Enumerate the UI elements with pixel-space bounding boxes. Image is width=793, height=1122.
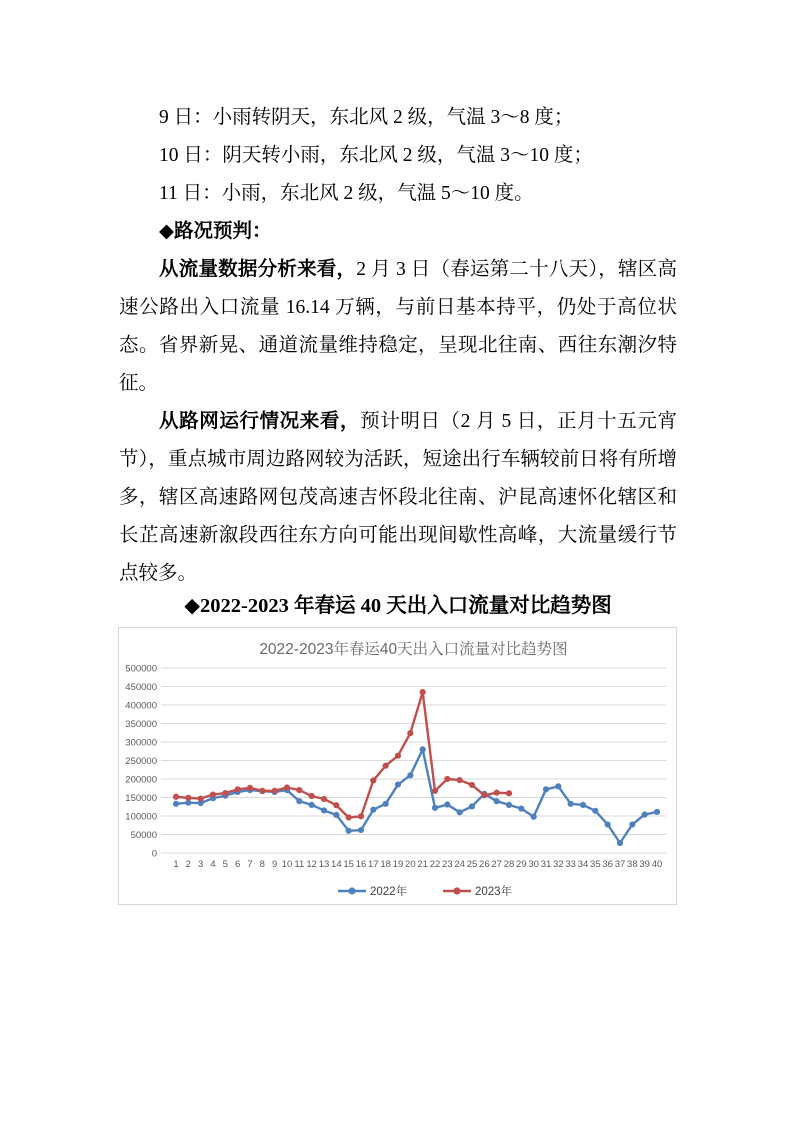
- svg-text:2022年: 2022年: [370, 886, 408, 898]
- svg-text:13: 13: [318, 859, 330, 870]
- svg-text:10: 10: [281, 859, 293, 870]
- trend-chart-container: [118, 627, 677, 905]
- svg-text:8: 8: [259, 859, 265, 870]
- svg-text:22: 22: [429, 859, 441, 870]
- svg-text:15: 15: [343, 859, 354, 870]
- svg-text:32: 32: [553, 859, 564, 870]
- svg-text:5: 5: [222, 859, 228, 870]
- svg-text:7: 7: [247, 859, 253, 870]
- svg-text:19: 19: [392, 859, 404, 870]
- svg-text:250000: 250000: [125, 756, 157, 767]
- svg-text:6: 6: [235, 859, 241, 870]
- svg-text:500000: 500000: [125, 663, 157, 675]
- svg-text:21: 21: [417, 859, 428, 870]
- svg-text:23: 23: [442, 859, 453, 870]
- svg-text:37: 37: [614, 859, 626, 870]
- svg-text:11: 11: [294, 859, 305, 870]
- svg-text:2023年: 2023年: [475, 886, 513, 898]
- series-2023年: [173, 689, 512, 821]
- traffic-data-paragraph: [119, 251, 677, 403]
- svg-text:35: 35: [590, 859, 601, 870]
- svg-text:2: 2: [185, 859, 191, 870]
- svg-text:100000: 100000: [125, 811, 157, 823]
- road-condition-heading-text: ◆路况预判：: [159, 221, 272, 242]
- svg-text:33: 33: [565, 859, 576, 870]
- svg-text:400000: 400000: [125, 700, 157, 712]
- svg-text:28: 28: [503, 859, 515, 870]
- weather-line-1-text: 9 日：小雨转阴天，东北风 2 级，气温 3～8 度；: [159, 107, 574, 128]
- svg-text:350000: 350000: [125, 719, 157, 730]
- traffic-data-lead: 从流量数据分析来看，: [159, 259, 357, 280]
- x-axis-tick-labels: [173, 859, 662, 870]
- chart-gridlines: [161, 668, 666, 853]
- svg-text:40: 40: [651, 859, 663, 870]
- chart-section-heading: ◆2022-2023 年春运 40 天出入口流量对比趋势图: [184, 595, 612, 617]
- trend-chart-svg: [119, 628, 676, 904]
- traffic-data-body: 2 月 3 日（春运第二十八天），辖区高速公路出入口流量 16.14 万辆，与前日基本持平，仍处于高位状态。省界新晃、通道流量维持稳定，呈现北往南、西往东潮汐特征。: [119, 259, 677, 394]
- svg-text:26: 26: [479, 859, 490, 870]
- road-network-paragraph: [119, 403, 677, 593]
- svg-text:300000: 300000: [125, 737, 157, 749]
- road-network-body: 预计明日（2 月 5 日，正月十五元宵节），重点城市周边路网较为活跃，短途出行车辆较前日将有所增多，辖区高速路网包茂高速吉怀段北往南、沪昆高速怀化辖区和长芷高速新溆段西往东方向可能出现间歇性高峰，大流量缓行节点较多。: [119, 411, 677, 584]
- svg-text:150000: 150000: [125, 793, 157, 804]
- y-axis-tick-labels: [125, 664, 157, 860]
- svg-text:200000: 200000: [125, 774, 157, 786]
- svg-text:39: 39: [639, 859, 650, 870]
- body-text-block: [119, 99, 677, 593]
- svg-text:38: 38: [627, 859, 638, 870]
- svg-text:29: 29: [516, 859, 527, 870]
- svg-text:3: 3: [198, 859, 204, 870]
- svg-text:18: 18: [380, 859, 391, 870]
- weather-line-3: [119, 175, 677, 213]
- chart-title: 2022-2023年春运40天出入口流量对比趋势图: [259, 641, 568, 658]
- weather-line-1: [119, 99, 677, 137]
- svg-text:12: 12: [306, 859, 317, 870]
- weather-line-3-text: 11 日：小雨，东北风 2 级，气温 5～10 度。: [159, 183, 534, 204]
- weather-line-2: [119, 137, 677, 175]
- svg-text:1: 1: [173, 859, 179, 870]
- series-2022年: [173, 746, 660, 846]
- svg-text:36: 36: [602, 859, 613, 870]
- svg-text:34: 34: [577, 859, 589, 870]
- svg-text:20: 20: [405, 859, 416, 870]
- svg-text:4: 4: [210, 859, 216, 870]
- weather-line-2-text: 10 日：阴天转小雨，东北风 2 级，气温 3～10 度；: [159, 145, 593, 166]
- svg-text:30: 30: [528, 859, 539, 870]
- svg-text:24: 24: [454, 859, 465, 870]
- road-network-lead: 从路网运行情况来看，: [159, 411, 361, 432]
- svg-text:31: 31: [540, 859, 552, 870]
- road-condition-heading: [119, 213, 677, 251]
- svg-text:16: 16: [355, 859, 367, 870]
- svg-text:0: 0: [151, 848, 157, 860]
- svg-text:50000: 50000: [130, 830, 157, 841]
- svg-text:14: 14: [331, 859, 342, 870]
- svg-text:25: 25: [466, 859, 478, 870]
- svg-text:450000: 450000: [125, 682, 157, 693]
- svg-text:27: 27: [491, 859, 502, 870]
- chart-legend: [338, 884, 513, 898]
- svg-text:17: 17: [368, 859, 379, 870]
- svg-text:9: 9: [272, 859, 278, 870]
